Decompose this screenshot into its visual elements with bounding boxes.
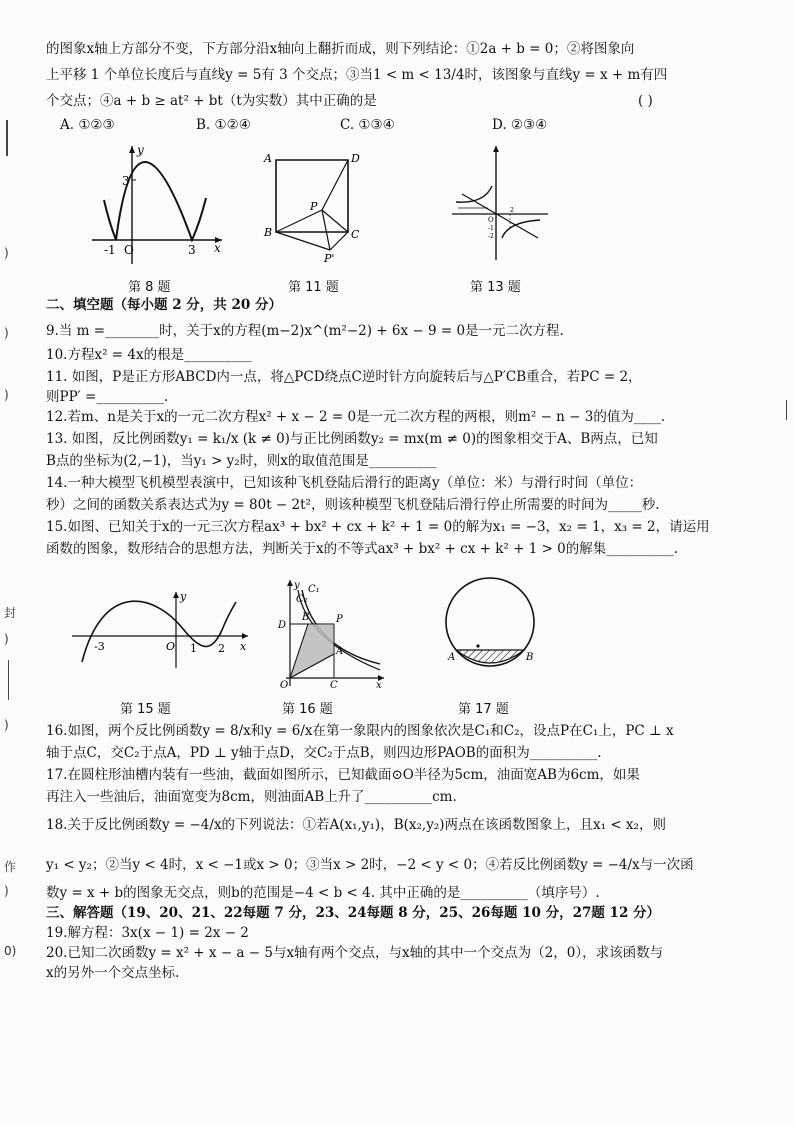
fig16-origin: O bbox=[280, 680, 289, 690]
fig8-tick-neg1: -1 bbox=[104, 243, 116, 257]
question-13-line-1: 13. 如图，反比例函数y₁ = k₁/x (k ≠ 0)与正比例函数y₂ = mx(m ≠ 0)的图象相交于A、B两点，已知 bbox=[46, 431, 658, 447]
fig15-y-label: y bbox=[180, 590, 187, 603]
fig16-b-label: B bbox=[302, 612, 310, 623]
svg-text:O: O bbox=[488, 216, 494, 224]
fig17-a-label: A bbox=[448, 652, 456, 663]
margin-mark: 作 bbox=[4, 860, 17, 874]
fig8-caption: 第 8 题 bbox=[128, 280, 171, 295]
fig15-tick-2: 2 bbox=[218, 642, 225, 655]
fig15-tick-neg3: -3 bbox=[94, 640, 105, 653]
fig15-x-label: x bbox=[240, 640, 247, 653]
q8-line-1: 的图象x轴上方部分不变，下方部分沿x轴向上翻折而成，则下列结论：①2a + b = 0；②将图象向 bbox=[46, 41, 635, 57]
fig11-label-p: P bbox=[310, 200, 318, 213]
fig11-caption: 第 11 题 bbox=[288, 280, 339, 295]
fig11-label-b: B bbox=[264, 226, 273, 239]
fig16-c1-label: C₁ bbox=[308, 584, 320, 595]
option-b: B. ①②④ bbox=[196, 117, 251, 133]
question-18-line-2: y₁ < y₂；②当y < 4时，x < −1或x > 0；③当x > 2时，−2 < y < 0；④若反比例函数y = −4/x与一次函 bbox=[46, 857, 694, 873]
question-12: 12.若m、n是关于x的一元二次方程x² + x − 2 = 0是一元二次方程的两根，则m² − n − 3的值为____. bbox=[46, 409, 666, 425]
fig11-label-a: A bbox=[264, 152, 272, 165]
margin-mark: ) bbox=[4, 246, 9, 260]
fig11-label-c: C bbox=[351, 228, 360, 241]
question-11-line-2: 则PP′ =__________. bbox=[46, 389, 169, 405]
fig17-b-label: B bbox=[526, 652, 534, 663]
question-18-line-3: 数y = x + b的图象无交点，则b的范围是−4 < b < 4. 其中正确的是__________（填序号）. bbox=[46, 885, 600, 901]
option-a: A. ①②③ bbox=[60, 117, 115, 133]
svg-text:-2: -2 bbox=[488, 233, 494, 240]
binding-line-mark bbox=[786, 400, 787, 420]
fig16-p-label: P bbox=[336, 614, 343, 625]
question-18-line-1: 18.关于反比例函数y = −4/x的下列说法：①若A(x₁,y₁)，B(x₂,y₂)两点在该函数图象上，且x₁ < x₂，则 bbox=[46, 817, 666, 833]
q8-line-3-text: 个交点；④a + b ≥ at² + bt（t为实数）其中正确的是 bbox=[46, 93, 377, 109]
margin-mark: ) bbox=[4, 718, 9, 732]
option-c: C. ①③④ bbox=[340, 117, 395, 133]
q8-line-2: 上平移 1 个单位长度后与直线y = 5有 3 个交点；③当1 < m < 13/4时，该图象与直线y = x + m有四 bbox=[46, 67, 668, 83]
fig8-tick-3y: 3 bbox=[122, 174, 130, 188]
svg-text:-1: -1 bbox=[488, 225, 494, 232]
fig13-caption: 第 13 题 bbox=[470, 280, 521, 295]
question-17-line-1: 17.在圆柱形油槽内装有一些油，截面如图所示，已知截面⊙O半径为5cm，油面宽AB为6cm，如果 bbox=[46, 767, 640, 783]
fig16-c2-label: C₂ bbox=[296, 594, 308, 605]
fig11-label-d: D bbox=[351, 152, 360, 165]
question-14-line-1: 14.一种大模型飞机模型表演中，已知该种飞机登陆后滑行的距离y（单位：米）与滑行时间（单位： bbox=[46, 475, 643, 491]
fig16-a-label: A bbox=[336, 646, 344, 657]
fig15-tick-1: 1 bbox=[190, 642, 197, 655]
fig11-label-p-prime: P' bbox=[324, 252, 335, 265]
question-15-line-1: 15.如图、已知关于x的一元三次方程ax³ + bx² + cx + k² + 1 = 0的解为x₁ = −3，x₂ = 1，x₃ = 2，请运用 bbox=[46, 519, 710, 535]
question-20-line-1: 20.已知二次函数y = x² + x − a − 5与x轴有两个交点，与x轴的其中一个交点为（2，0），求该函数与 bbox=[46, 945, 664, 961]
margin-mark: ) bbox=[4, 884, 9, 898]
figure-16-graph bbox=[272, 578, 388, 690]
margin-mark: ) bbox=[4, 632, 9, 646]
fig16-c-label: C bbox=[330, 680, 338, 690]
binding-line-mark bbox=[8, 660, 9, 700]
fig16-d-label: D bbox=[278, 620, 287, 631]
section-2-heading: 二、填空题（每小题 2 分，共 20 分） bbox=[46, 297, 282, 313]
question-13-line-2: B点的坐标为(2,−1)，当y₁ > y₂时，则x的取值范围是__________ bbox=[46, 453, 437, 469]
fig16-y-label: y bbox=[294, 580, 300, 591]
question-20-line-2: x的另外一个交点坐标. bbox=[46, 965, 180, 981]
question-14-line-2: 秒）之间的函数关系表达式为y = 80t − 2t²，则该种模型飞机登陆后滑行停止所需要的时间为_____秒. bbox=[46, 497, 660, 513]
binding-line-mark bbox=[6, 120, 8, 156]
fig15-origin: O bbox=[166, 640, 176, 653]
figure-13-graph bbox=[448, 142, 552, 266]
fig16-caption: 第 16 题 bbox=[282, 702, 333, 717]
question-10: 10.方程x² = 4x的根是__________ bbox=[46, 347, 252, 363]
fig8-x-label: x bbox=[214, 241, 221, 255]
fig15-caption: 第 15 题 bbox=[120, 702, 171, 717]
figure-8-graph bbox=[92, 142, 226, 266]
question-9: 9.当 m =________时，关于x的方程(m−2)x^(m²−2) + 6x − 9 = 0是一元二次方程. bbox=[46, 323, 564, 339]
fig8-tick-3x: 3 bbox=[188, 243, 196, 257]
q8-line-3 bbox=[46, 92, 764, 110]
question-16-line-1: 16.如图，两个反比例函数y = 8/x和y = 6/x在第一象限内的图象依次是C₁和C₂，设点P在C₁上，PC ⊥ x bbox=[46, 723, 674, 739]
figure-17-circle bbox=[436, 576, 544, 680]
option-d: D. ②③④ bbox=[492, 117, 548, 133]
question-15-line-2: 函数的图象，数形结合的思想方法，判断关于x的不等式ax³ + bx² + cx + k² + 1 > 0的解集__________. bbox=[46, 541, 679, 557]
margin-mark: ) bbox=[4, 326, 9, 340]
fig17-caption: 第 17 题 bbox=[458, 702, 509, 717]
figure-15-graph bbox=[72, 590, 252, 670]
margin-mark: ) bbox=[4, 388, 9, 402]
question-19: 19.解方程：3x(x − 1) = 2x − 2 bbox=[46, 925, 249, 941]
figure-11-square bbox=[262, 148, 366, 266]
margin-mark: 封 bbox=[4, 606, 17, 620]
margin-mark: 0) bbox=[4, 944, 17, 958]
fig8-origin: O bbox=[124, 243, 134, 257]
svg-text:2: 2 bbox=[510, 207, 514, 214]
answer-paren: ( ) bbox=[638, 93, 653, 109]
fig16-x-label: x bbox=[376, 680, 382, 690]
question-16-line-2: 轴于点C，交C₂于点A，PD ⊥ y轴于点D，交C₂于点B，则四边形PAOB的面积为__________. bbox=[46, 745, 602, 761]
question-17-line-2: 再注入一些油后，油面宽变为8cm，则油面AB上升了__________cm. bbox=[46, 789, 457, 805]
fig8-y-label: y bbox=[137, 143, 144, 157]
question-11-line-1: 11. 如图，P是正方形ABCD内一点，将△PCD绕点C逆时针方向旋转后与△P′CB重合，若PC = 2， bbox=[46, 369, 642, 385]
section-3-heading: 三、解答题（19、20、21、22每题 7 分，23、24每题 8 分，25、26每题 10 分，27题 12 分） bbox=[46, 905, 661, 921]
